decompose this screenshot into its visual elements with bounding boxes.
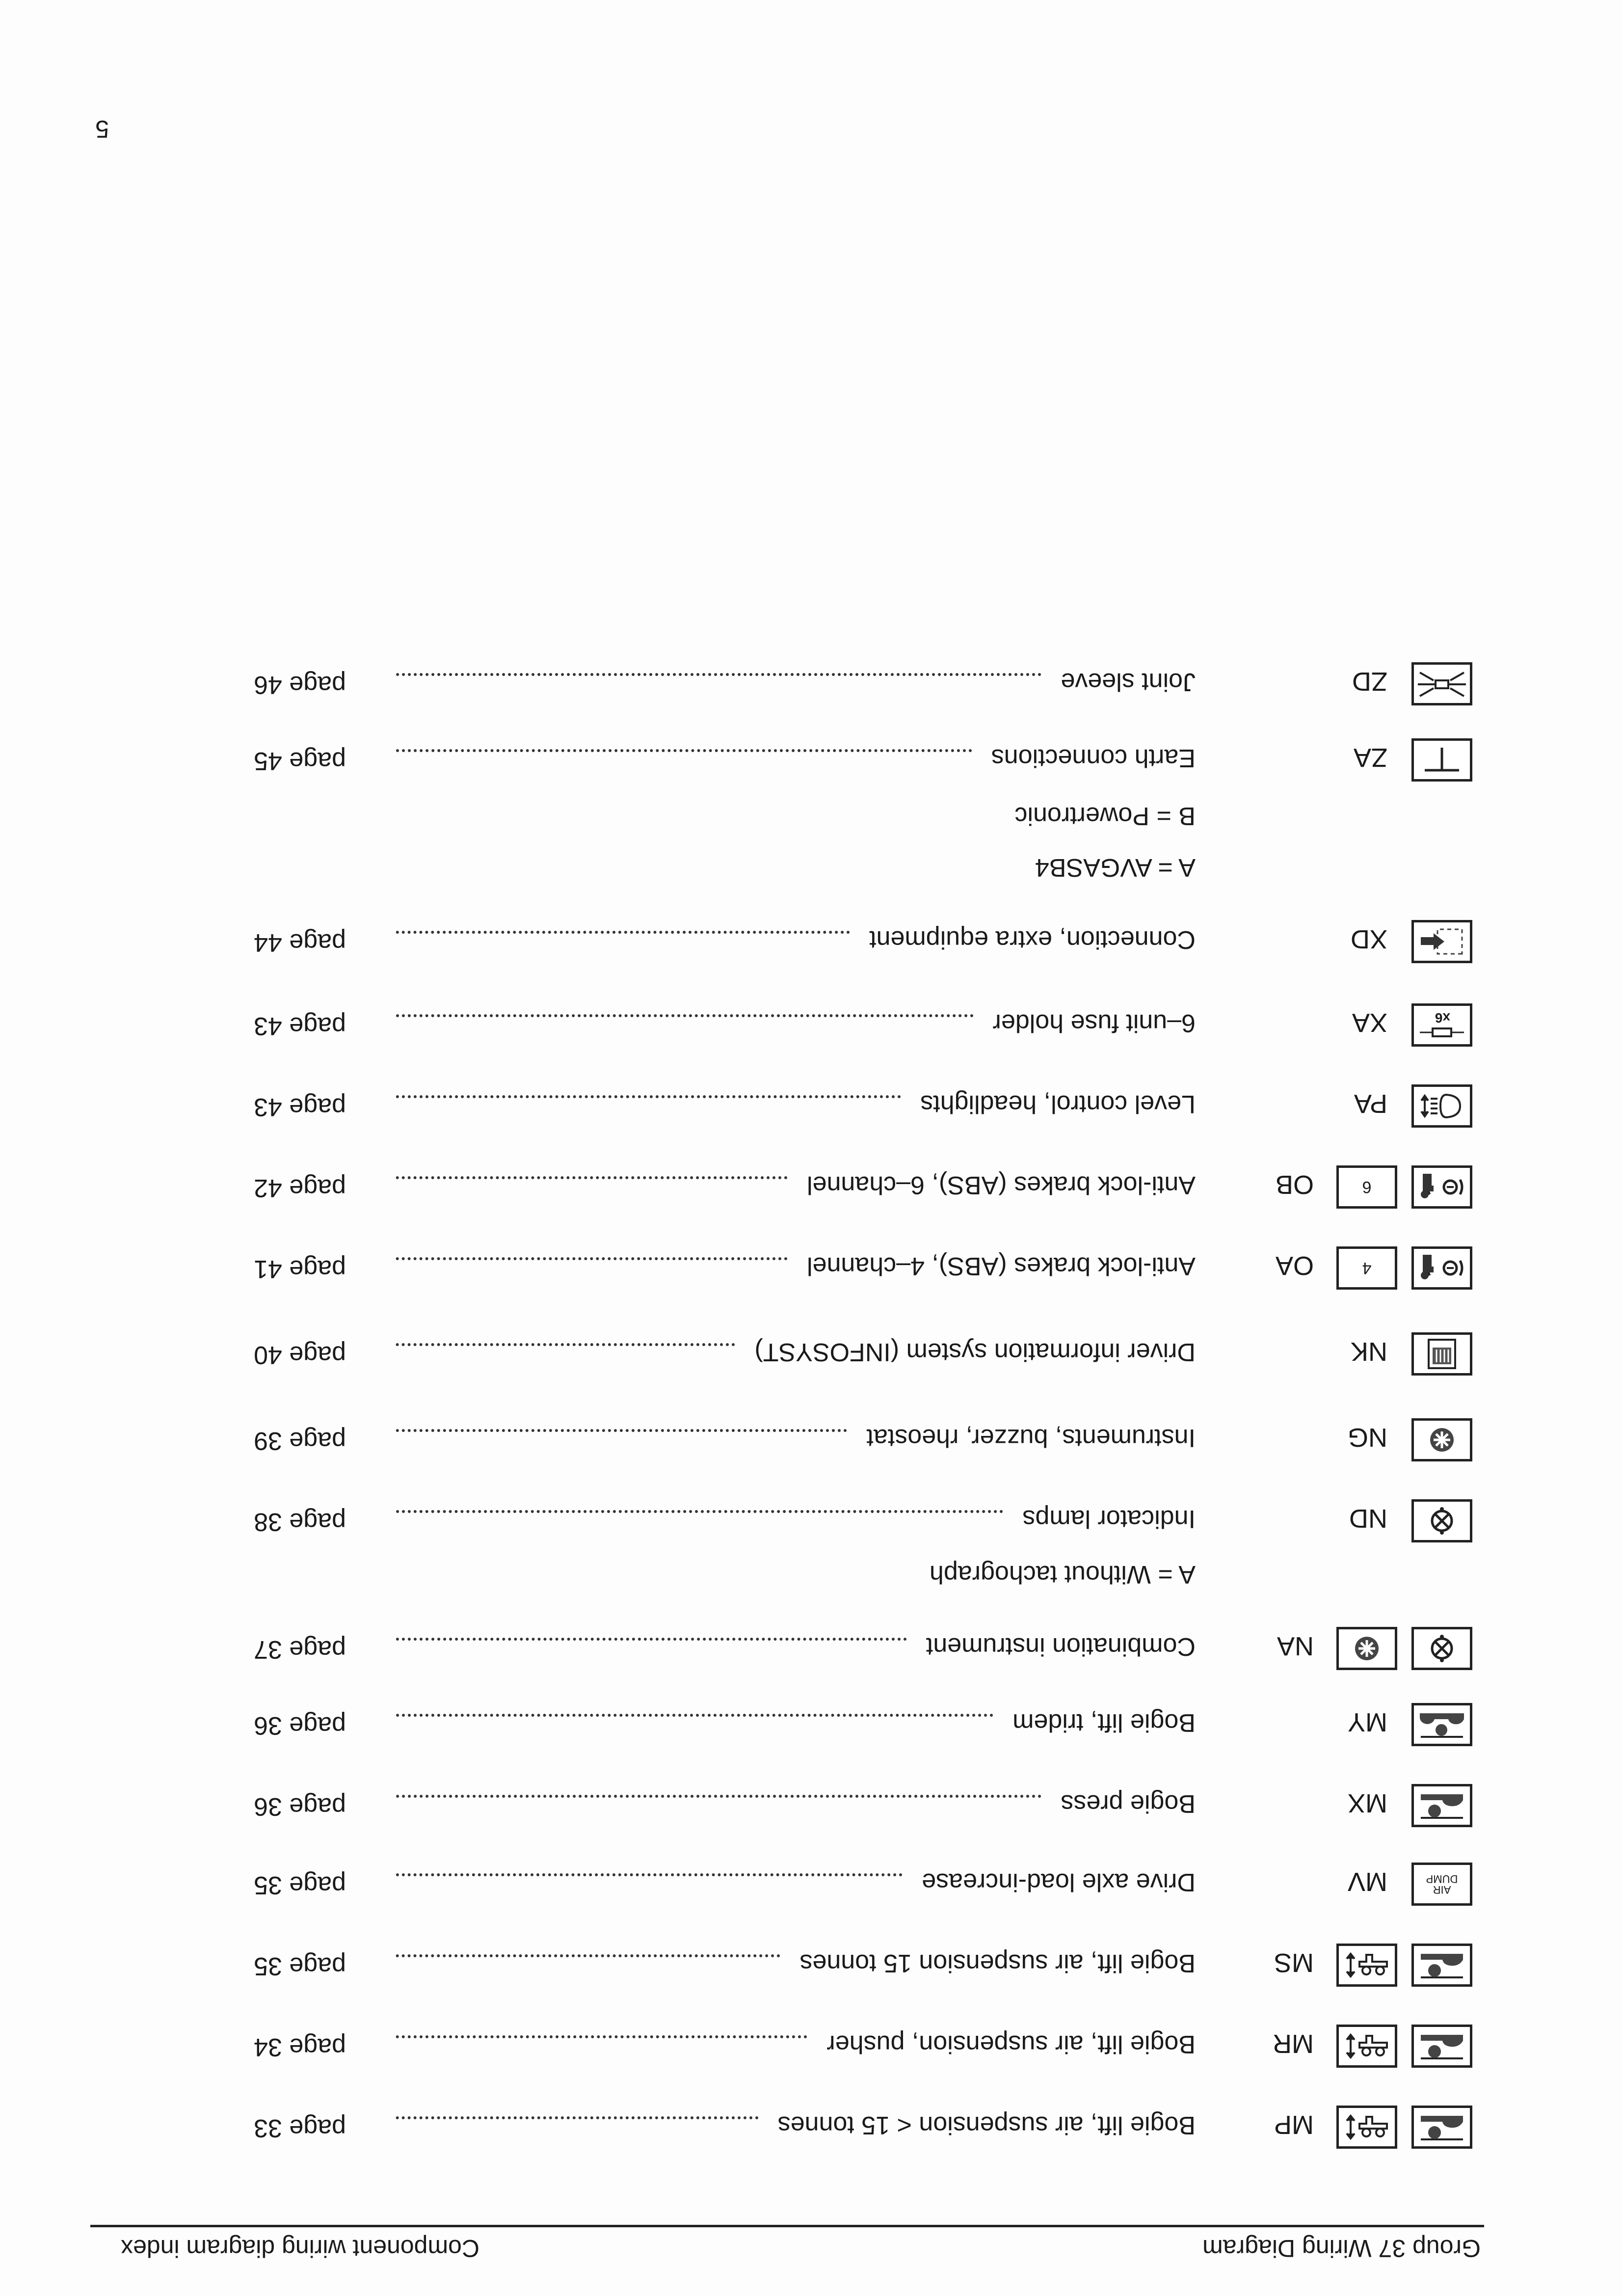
description-text: Joint sleeve — [1061, 668, 1196, 696]
page-reference[interactable]: page 36 — [254, 1792, 346, 1821]
index-entry-ob[interactable] — [0, 1160, 1623, 1209]
fuse-icon: x6 — [1411, 1003, 1472, 1047]
page-reference[interactable]: page 44 — [254, 928, 346, 957]
display-icon — [1411, 1332, 1472, 1376]
entry-description — [396, 925, 1196, 954]
index-entry-pa[interactable] — [0, 1079, 1623, 1128]
entry-description — [396, 1337, 1196, 1367]
component-code: ND — [1349, 1504, 1387, 1533]
dot-leader — [396, 1714, 993, 1737]
page-reference[interactable]: page 45 — [254, 747, 346, 775]
page-reference[interactable]: page 43 — [254, 1093, 346, 1121]
dot-leader — [396, 2116, 758, 2140]
page-reference[interactable]: page 43 — [254, 1012, 346, 1040]
index-entry-za[interactable] — [0, 732, 1623, 782]
entry-description — [396, 1632, 1196, 1661]
entry-description — [396, 1867, 1196, 1897]
bogie-icon — [1411, 2106, 1472, 2149]
page-reference[interactable]: page 40 — [254, 1341, 346, 1369]
page-reference[interactable]: page 42 — [254, 1174, 346, 1202]
component-code: ZA — [1353, 743, 1387, 772]
component-code: XD — [1350, 924, 1387, 954]
description-text: Bogie lift, air suspension 15 tonnes — [799, 1949, 1196, 1977]
entry-description — [396, 1789, 1196, 1818]
dot-leader — [396, 1873, 902, 1897]
description-text: Bogie press — [1061, 1789, 1196, 1818]
index-entry-xd[interactable] — [0, 914, 1623, 963]
instrument-icon — [1411, 1418, 1472, 1461]
dot-leader — [396, 673, 1041, 697]
component-code: MR — [1273, 2029, 1314, 2058]
dot-leader — [396, 1343, 735, 1367]
description-text: Indicator lamps — [1022, 1505, 1196, 1533]
page-reference[interactable]: page 35 — [254, 1952, 346, 1980]
dot-leader — [396, 1795, 1041, 1818]
indicator-lamp-icon — [1411, 1499, 1472, 1542]
description-text: Level control, headlights — [920, 1090, 1196, 1118]
joint-sleeve-icon — [1411, 662, 1472, 705]
component-code: MS — [1274, 1948, 1314, 1977]
air-dump-icon: AIR DUMP — [1411, 1863, 1472, 1906]
component-code: NG — [1348, 1423, 1387, 1452]
description-text: Bogie lift, air suspension, pusher — [826, 2030, 1196, 2058]
description-text: Anti-lock brakes (ABS), 4–channel — [807, 1252, 1196, 1280]
entry-description — [396, 1423, 1196, 1453]
index-entry-nd[interactable] — [0, 1493, 1623, 1542]
earth-icon — [1411, 738, 1472, 782]
dot-leader — [396, 931, 850, 954]
component-code: ZD — [1352, 667, 1387, 696]
connection-arrow-icon — [1411, 920, 1472, 963]
lift-icon — [1336, 2025, 1397, 2068]
entry-description — [396, 667, 1196, 697]
page-reference[interactable]: page 37 — [254, 1635, 346, 1664]
bogie-tridem-icon — [1411, 1703, 1472, 1746]
index-entry-oa[interactable] — [0, 1241, 1623, 1290]
description-text: Earth connections — [991, 744, 1196, 772]
dot-leader — [396, 1429, 847, 1453]
bogie-icon — [1411, 2025, 1472, 2068]
lift-icon — [1336, 2106, 1397, 2149]
entry-description — [396, 1008, 1196, 1038]
index-entry-xa[interactable] — [0, 998, 1623, 1047]
page-reference[interactable]: page 46 — [254, 671, 346, 699]
component-code: OA — [1275, 1251, 1314, 1280]
component-code: MY — [1348, 1707, 1387, 1737]
component-code: NK — [1350, 1337, 1387, 1366]
entry-description — [396, 2029, 1196, 2059]
entry-description — [396, 743, 1196, 773]
description-text: 6–unit fuse holder — [992, 1009, 1196, 1037]
dot-leader — [396, 2035, 807, 2059]
header-divider — [90, 2225, 1484, 2227]
description-text: Bogie lift, air suspension < 15 tonnes — [777, 2111, 1196, 2139]
entry-description — [396, 1948, 1196, 1978]
entry-description — [396, 1504, 1196, 1534]
page-reference[interactable]: page 34 — [254, 2033, 346, 2061]
page-number: 5 — [95, 115, 109, 143]
component-code: MV — [1348, 1867, 1387, 1896]
page-reference[interactable]: page 33 — [254, 2114, 346, 2142]
headlight-level-icon — [1411, 1084, 1472, 1128]
index-entry-mr[interactable] — [0, 2019, 1623, 2068]
header-section: Component wiring diagram index — [121, 2235, 479, 2262]
dot-leader — [396, 1257, 787, 1281]
channel-count-box: 6 — [1336, 1165, 1397, 1209]
index-entry-mp[interactable] — [0, 2100, 1623, 2149]
page-reference[interactable]: page 35 — [254, 1871, 346, 1899]
note-xd-variant-a: A = AVGASB4 — [1035, 853, 1196, 882]
page-reference[interactable]: page 36 — [254, 1711, 346, 1740]
bogie-icon — [1411, 1784, 1472, 1827]
abs-icon — [1411, 1246, 1472, 1290]
instrument-icon — [1336, 1627, 1397, 1670]
lift-icon — [1336, 1944, 1397, 1987]
entry-description — [396, 1251, 1196, 1281]
description-text: Instruments, buzzer, rheostat — [866, 1424, 1196, 1452]
index-entry-mv[interactable] — [0, 1857, 1623, 1906]
page-reference[interactable]: page 38 — [254, 1508, 346, 1536]
dot-leader — [396, 1014, 973, 1038]
indicator-lamp-icon — [1411, 1627, 1472, 1670]
entry-description — [396, 1708, 1196, 1737]
component-code: XA — [1352, 1008, 1387, 1037]
dot-leader — [396, 1638, 906, 1661]
entry-description — [396, 2110, 1196, 2140]
index-entry-na[interactable] — [0, 1621, 1623, 1670]
component-code: PA — [1354, 1089, 1387, 1118]
note-xd-variant-b: B = Powertronic — [1014, 802, 1196, 830]
channel-count-box: 4 — [1336, 1246, 1397, 1290]
index-entry-ng[interactable] — [0, 1412, 1623, 1461]
note-na-variant: A = Without tachograph — [929, 1560, 1196, 1589]
bogie-icon — [1411, 1944, 1472, 1987]
index-entry-my[interactable] — [0, 1697, 1623, 1746]
dot-leader — [396, 1954, 780, 1978]
abs-icon — [1411, 1165, 1472, 1209]
component-code: NA — [1277, 1631, 1314, 1661]
description-text: Combination instrument — [926, 1632, 1196, 1661]
component-code: MX — [1348, 1788, 1387, 1818]
page-reference[interactable]: page 41 — [254, 1255, 346, 1283]
index-entry-zd[interactable] — [0, 656, 1623, 705]
entry-description — [396, 1089, 1196, 1119]
index-entry-ms[interactable] — [0, 1938, 1623, 1987]
description-text: Bogie lift, tridem — [1012, 1708, 1196, 1737]
description-text: Driver information system (INFOSYST) — [754, 1338, 1196, 1366]
entry-description — [396, 1170, 1196, 1200]
dot-leader — [396, 1095, 901, 1119]
component-code: MP — [1274, 2110, 1314, 2139]
page-reference[interactable]: page 39 — [254, 1427, 346, 1455]
description-text: Anti-lock brakes (ABS), 6–channel — [807, 1171, 1196, 1199]
dot-leader — [396, 1176, 787, 1200]
index-entry-nk[interactable] — [0, 1326, 1623, 1376]
header-title: Group 37 Wiring Diagram — [1202, 2235, 1481, 2262]
description-text: Drive axle load-increase — [922, 1868, 1196, 1896]
component-code: OB — [1275, 1170, 1314, 1199]
dot-leader — [396, 1510, 1003, 1534]
dot-leader — [396, 749, 972, 773]
description-text: Connection, extra equipment — [869, 925, 1196, 954]
index-entry-mx[interactable] — [0, 1778, 1623, 1827]
